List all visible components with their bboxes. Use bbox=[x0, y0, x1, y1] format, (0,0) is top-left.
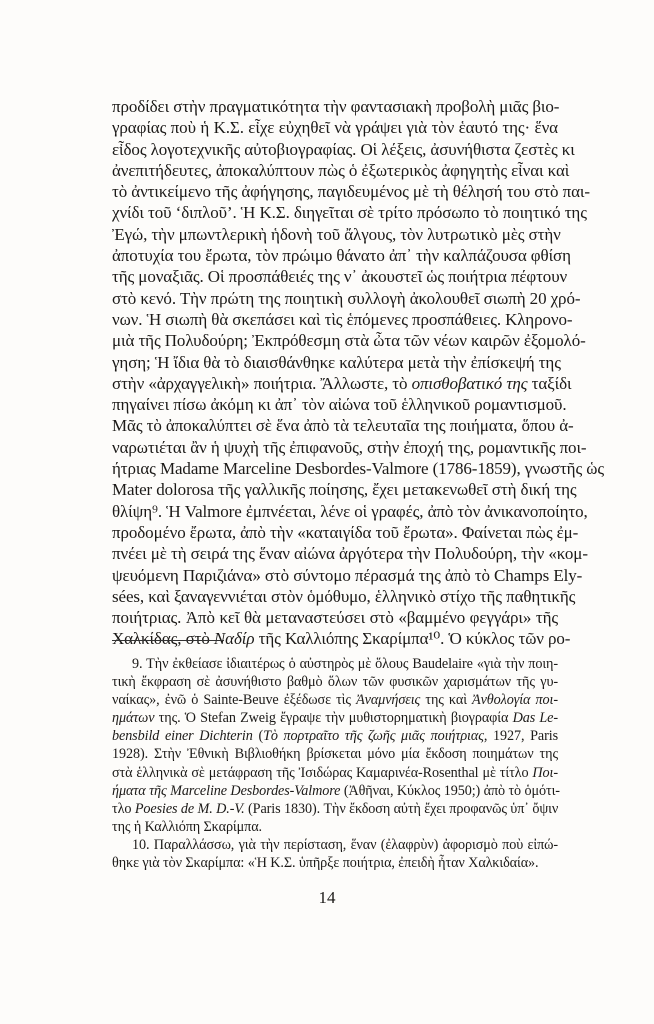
italic-title: ήματα τῆς Marceline Desbordes-Valmore bbox=[112, 782, 341, 799]
text-line: προδομένο ἔρωτα, ἀπὸ τὴν «καταιγίδα τοῦ ἔρωτα». Φαίνεται πὼς ἐμ- bbox=[112, 522, 579, 542]
footnote-line: bensbild einer Dichterin (Τὸ πορτραῖτο τῆς ζωῆς μιᾶς ποιήτριας, 1927, Paris bbox=[112, 728, 559, 745]
text-line: πηγαίνει πίσω ἀκόμη κι ἀπ᾽ τὸν αἰώνα τοῦ ἑλληνικοῦ ρομαντισμοῦ. bbox=[112, 395, 567, 415]
footnote-line: 9. Τὴν ἐκθείασε ἰδιαιτέρως ὁ αὐστηρὸς μὲ ὅλους Baudelaire «γιὰ τὴν ποιη- bbox=[132, 656, 558, 672]
footnote-line: της ἡ Καλλιόπη Σκαρίμπα. bbox=[112, 818, 262, 835]
text-line: τὸ ἀντικείμενο τῆς ἀφήγησης, παγιδευμένος μὲ τὴ θέλησή του στὸ παι- bbox=[112, 182, 590, 202]
italic-title: Ποι- bbox=[532, 764, 558, 781]
text-line: θλίψη⁹. Ἡ Valmore ἐμπνέεται, λένε οἱ γραφές, ἀπὸ τὸν ἀνικανοποίητο, bbox=[112, 501, 588, 521]
italic-title: bensbild einer Dichterin bbox=[112, 728, 253, 745]
footnote-10 bbox=[112, 836, 558, 872]
text-line: χνίδι τοῦ ‘διπλοῦ’. Ἡ Κ.Σ. διηγεῖται σὲ τρίτο πρόσωπο τὸ ποιητικό της bbox=[112, 203, 587, 223]
footnote-line: στὰ ἑλληνικὰ σὲ μετάφραση τῆς Ἰσιδώρας Καμαρινέα-Rosenthal μὲ τίτλο Ποι- bbox=[112, 764, 558, 781]
page-number: 14 bbox=[318, 888, 336, 907]
text-line: γηση; Ἡ ἴδια θὰ τὸ διαισθάνθηκε καλύτερα μετὰ τὴν ἐπίσκεψή της bbox=[112, 352, 561, 372]
text-line: προδίδει στὴν πραγματικότητα τὴν φαντασιακὴ προβολὴ μιᾶς βιο- bbox=[112, 97, 560, 116]
footnote-line: 10. Παραλλάσσω, γιὰ τὴν περίσταση, ἕναν (ἐλαφρὺν) ἀφορισμὸ ποὺ εἰπώ- bbox=[132, 836, 558, 853]
italic-title: οπισθοβατικό της bbox=[411, 373, 528, 393]
footnote-line: ναίκας», ἐνῶ ὁ Sainte-Beuve ἐξέδωσε τὶς Ἀναμνήσεις της καὶ Ἀνθολογία ποι- bbox=[112, 692, 558, 709]
text-line: ἀποτυχία του ἔρωτα, τὸν πρώιμο θάνατο ἀπ᾽ τὴν καλπάζουσα φθίση bbox=[112, 246, 571, 266]
text-line: ναρωτιέται ἂν ἡ ψυχὴ τῆς ἐπιφανοῦς, στὴν ἐποχή της, ρομαντικῆς ποι- bbox=[112, 437, 587, 457]
text-line: εἶδος λογοτεχνικῆς αὐτοβιογραφίας. Οἱ λέξεις, ἀσυνήθιστα ζεστὲς κι bbox=[112, 139, 575, 159]
text-line: μιὰ τῆς Πολυδούρη; Ἐκπρόθεσμη στὰ ὦτα τῶν νέων καιρῶν ἐξομολό- bbox=[112, 331, 586, 351]
footnotes bbox=[112, 655, 558, 872]
text-line: ψευόμενη Παριζιάνα» στὸ σύντομο πέρασμά της ἀπὸ τὸ Champs Ely- bbox=[112, 565, 583, 585]
italic-title: Ἀναμνήσεις bbox=[356, 692, 421, 709]
text-line: Mater dolorosa τῆς γαλλικῆς ποίησης, ἔχει μετακενωθεῖ στὴ δική της bbox=[112, 480, 577, 500]
text-line: Χαλκίδας, στὸ Ναδίρ τῆς Καλλιόπης Σκαρίμπα¹⁰. Ὁ κύκλος τῶν ρο- bbox=[112, 629, 571, 649]
text-line: Μᾶς τὸ ἀποκαλύπτει σὲ ἕνα ἀπὸ τὰ τελευταῖα της ποιήματα, ὅπου ἀ- bbox=[112, 416, 574, 436]
text-line: ήτριας Madame Marceline Desbordes-Valmore (1786-1859), γνωστῆς ὡς bbox=[112, 459, 604, 479]
text-line: νων. Ἡ σιωπὴ θὰ σκεπάσει καὶ τὶς ἑπόμενες προσπάθειες. Κληρονο- bbox=[112, 309, 573, 329]
body-text bbox=[112, 96, 604, 650]
italic-title: Poesies de M. D.-V. bbox=[134, 800, 245, 817]
footnote-line: ήματα τῆς Marceline Desbordes-Valmore (Ἀθῆναι, Κύκλος 1950;) ἀπὸ τὸ ὁμότι- bbox=[112, 782, 560, 799]
italic-title: Τὸ πορτραῖτο τῆς ζωῆς μιᾶς ποιήτριας bbox=[263, 728, 484, 745]
footnote-separator bbox=[112, 640, 224, 641]
italic-title: Ἀνθολογία ποι- bbox=[472, 692, 558, 709]
text-line: τῆς μοναξιᾶς. Οἱ προσπάθειές της ν᾽ ἀκουστεῖ ὡς ποιήτρια πέφτουν bbox=[112, 267, 568, 287]
text-line: ἀνεπιτήδευτες, ἀποκαλύπτουν πὼς ὁ ἐξωτερικὸς ἀφηγητὴς εἶναι καὶ bbox=[112, 160, 570, 180]
italic-title: Das Le- bbox=[512, 710, 558, 727]
italic-title: ημάτων bbox=[112, 710, 155, 727]
italic-title: Ναδίρ bbox=[213, 629, 255, 649]
text-line: ποιήτριας. Ἀπὸ κεῖ θὰ μεταναστεύσει στὸ «βαμμένο φεγγάρι» τῆς bbox=[112, 608, 558, 628]
text-line: Ἐγώ, τὴν μπωντλερικὴ ἡδονὴ τοῦ ἄλγους, τὸν λυτρωτικὸ μὲς στὴν bbox=[112, 224, 561, 244]
footnote-line: τικὴ ἔκφραση σὲ ἀσυνήθιστο βαθμὸ ὅλων τῶν φυσικῶν χαρισμάτων τῆς γυ- bbox=[112, 674, 558, 691]
text-line: στὴν «ἀρχαγγελικὴ» ποιήτρια. Ἄλλωστε, τὸ οπισθοβατικό της ταξίδι bbox=[112, 373, 572, 393]
footnote-line: ημάτων της. Ὁ Stefan Zweig ἔγραψε τὴν μυθιστορηματικὴ βιογραφία Das Le- bbox=[112, 710, 558, 727]
footnote-line: 1928). Στὴν Ἐθνικὴ Βιβλιοθήκη βρίσκεται μόνο μία ἔκδοση ποιημάτων της bbox=[112, 746, 558, 763]
text-line: πνέει μὲ τὴ σειρά της ἕναν αἰώνα ἀργότερα τὴν Πολυδούρη, τὴν «κομ- bbox=[112, 544, 588, 564]
footnote-9 bbox=[112, 655, 558, 836]
text-line: sées, καὶ ξαναγεννιέται στὸν ὁμόθυμο, ἑλληνικὸ στίχο τῆς παθητικῆς bbox=[112, 586, 576, 606]
footnote-line: θηκε γιὰ τὸν Σκαρίμπα: «Ἡ Κ.Σ. ὑπῆρξε ποιήτρια, ἐπειδὴ ἦταν Χαλκιδαία». bbox=[112, 855, 539, 872]
text-line: στὸ κενό. Τὴν πρώτη της ποιητικὴ συλλογὴ ἀκολουθεῖ σιωπὴ 20 χρό- bbox=[112, 288, 581, 308]
footnote-line: τλο Poesies de M. D.-V. (Paris 1830). Τὴν ἔκδοση αὐτὴ ἔχει προφανῶς ὑπ᾽ ὄψιν bbox=[112, 800, 559, 817]
text-line: γραφίας ποὺ ἡ Κ.Σ. εἶχε εὐχηθεῖ νὰ γράψει γιὰ τὸν ἑαυτό της· ἕνα bbox=[112, 118, 558, 138]
